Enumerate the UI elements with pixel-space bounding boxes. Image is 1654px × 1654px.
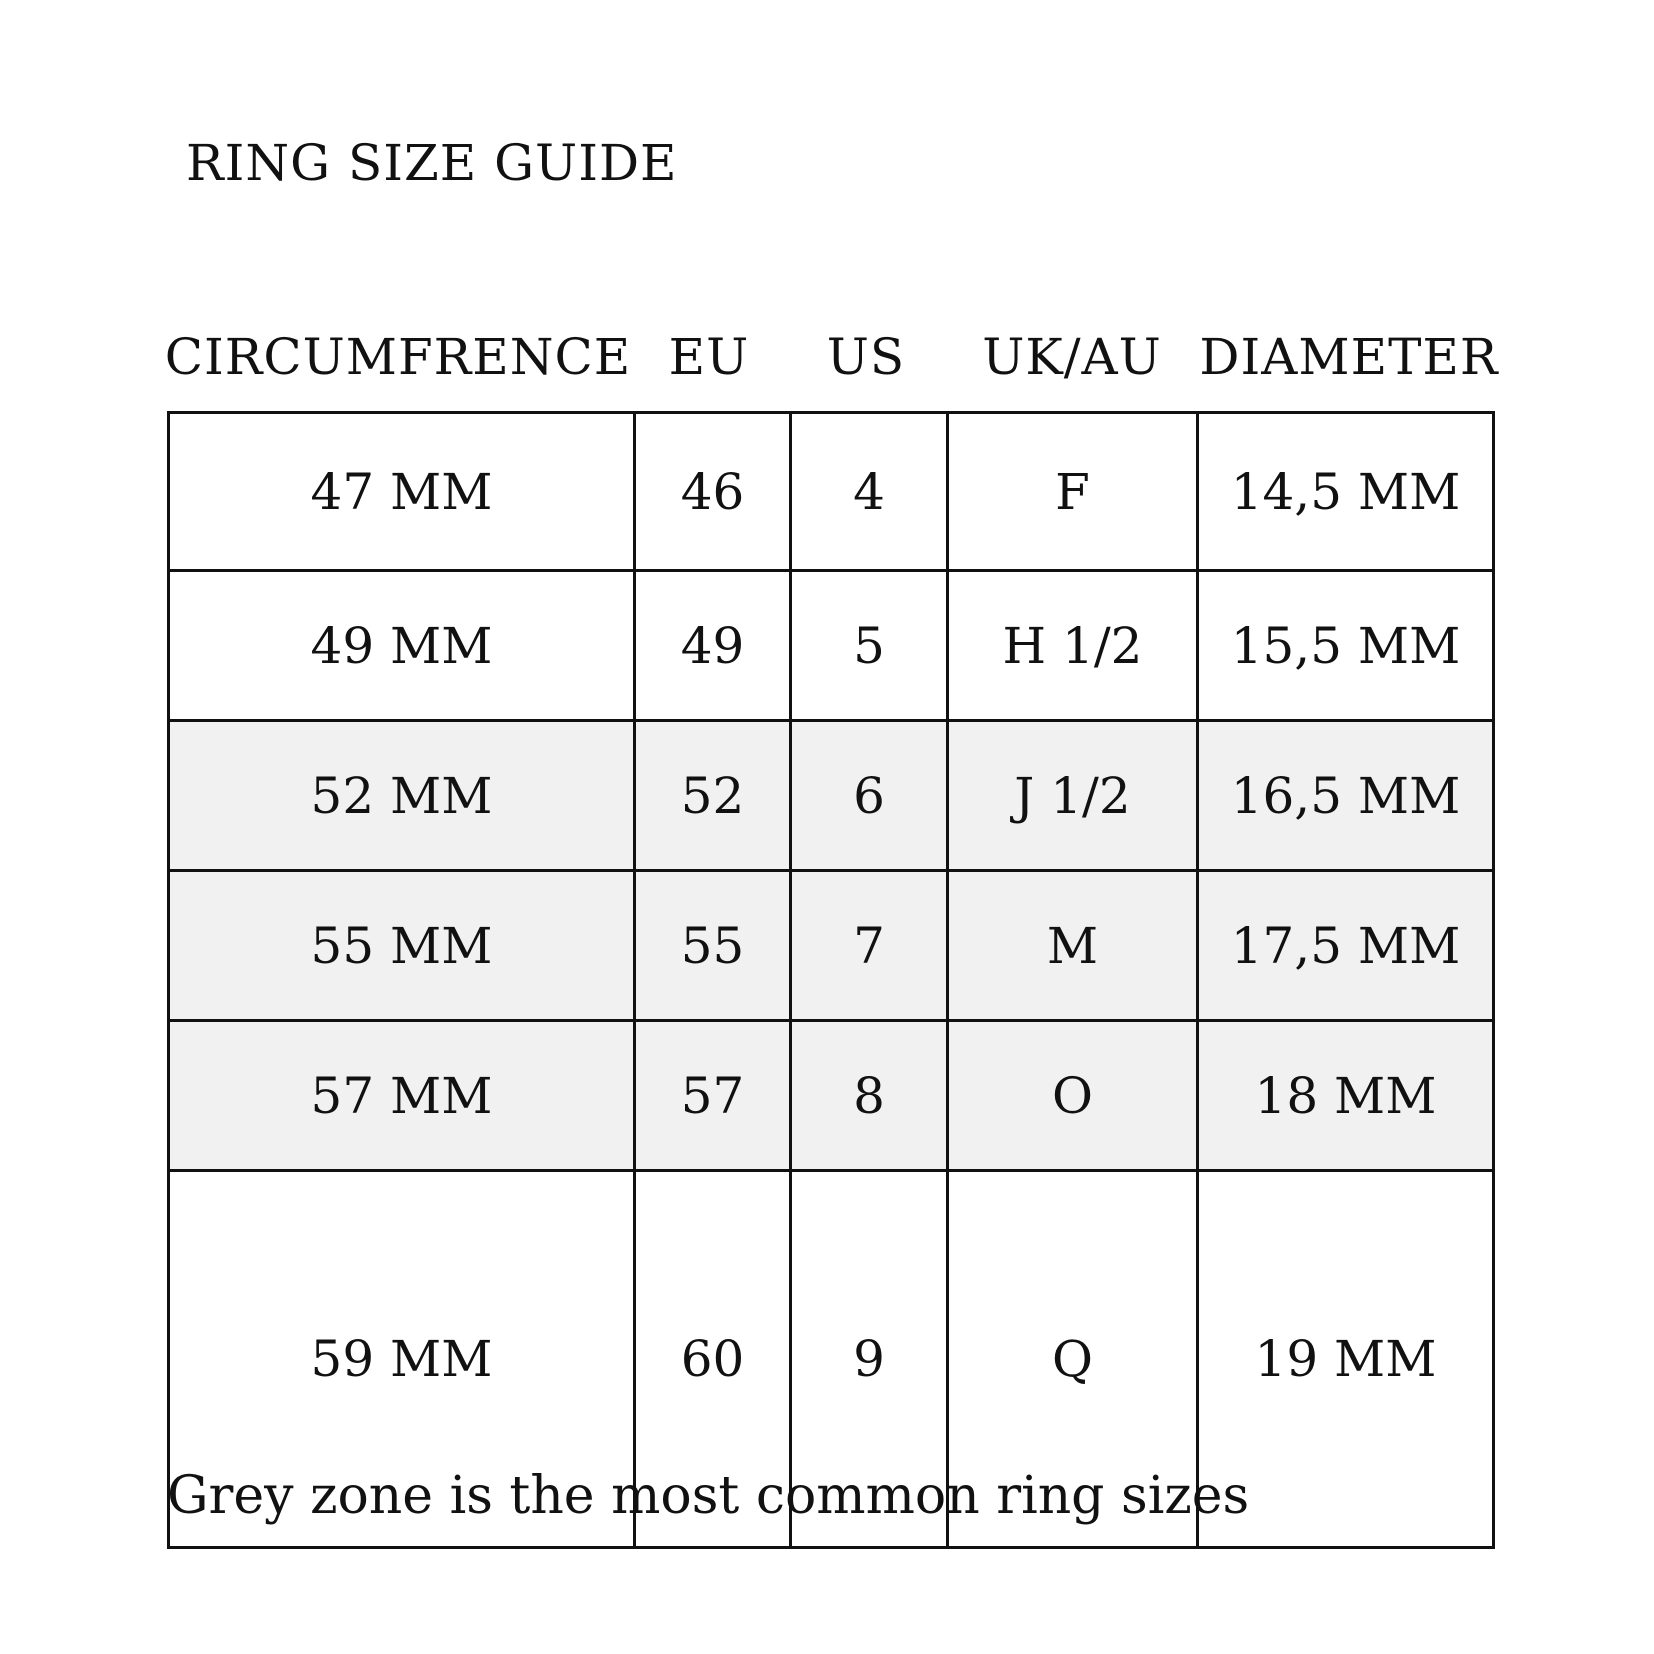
table-cell-circumference: 59 MM bbox=[170, 1172, 636, 1546]
column-header-diameter: DIAMETER bbox=[1199, 328, 1499, 386]
page-title: RING SIZE GUIDE bbox=[186, 134, 678, 192]
table-cell-us: 6 bbox=[792, 722, 949, 872]
table-cell-diameter: 16,5 MM bbox=[1199, 722, 1492, 872]
table-cell-diameter: 17,5 MM bbox=[1199, 872, 1492, 1022]
table-cell-us: 7 bbox=[792, 872, 949, 1022]
table-cell-circumference: 55 MM bbox=[170, 872, 636, 1022]
table-cell-uk-au: F bbox=[949, 414, 1199, 572]
table-cell-us: 8 bbox=[792, 1022, 949, 1172]
table-cell-us: 9 bbox=[792, 1172, 949, 1546]
table-cell-eu: 52 bbox=[636, 722, 792, 872]
column-header-uk-au: UK/AU bbox=[982, 328, 1162, 386]
table-cell-eu: 57 bbox=[636, 1022, 792, 1172]
table-cell-us: 5 bbox=[792, 572, 949, 722]
table-cell-uk-au: O bbox=[949, 1022, 1199, 1172]
table-cell-uk-au: H 1/2 bbox=[949, 572, 1199, 722]
table-cell-eu: 46 bbox=[636, 414, 792, 572]
table-cell-circumference: 52 MM bbox=[170, 722, 636, 872]
table-cell-diameter: 14,5 MM bbox=[1199, 414, 1492, 572]
table-cell-circumference: 47 MM bbox=[170, 414, 636, 572]
table-cell-diameter: 15,5 MM bbox=[1199, 572, 1492, 722]
column-header-circumference: CIRCUMFRENCE bbox=[164, 328, 632, 386]
table-cell-circumference: 49 MM bbox=[170, 572, 636, 722]
table-cell-eu: 49 bbox=[636, 572, 792, 722]
table-cell-circumference: 57 MM bbox=[170, 1022, 636, 1172]
column-header-eu: EU bbox=[668, 328, 750, 386]
table-cell-uk-au: M bbox=[949, 872, 1199, 1022]
table-cell-uk-au: Q bbox=[949, 1172, 1199, 1546]
column-header-us: US bbox=[826, 328, 906, 386]
table-cell-eu: 60 bbox=[636, 1172, 792, 1546]
table-cell-diameter: 19 MM bbox=[1254, 1330, 1437, 1388]
footnote: Grey zone is the most common ring sizes bbox=[167, 1466, 1250, 1526]
table-cell-eu: 55 bbox=[636, 872, 792, 1022]
table-cell-us: 4 bbox=[792, 414, 949, 572]
ring-size-table bbox=[167, 411, 1495, 1549]
table-cell-uk-au: J 1/2 bbox=[949, 722, 1199, 872]
table-cell-diameter: 18 MM bbox=[1199, 1022, 1492, 1172]
